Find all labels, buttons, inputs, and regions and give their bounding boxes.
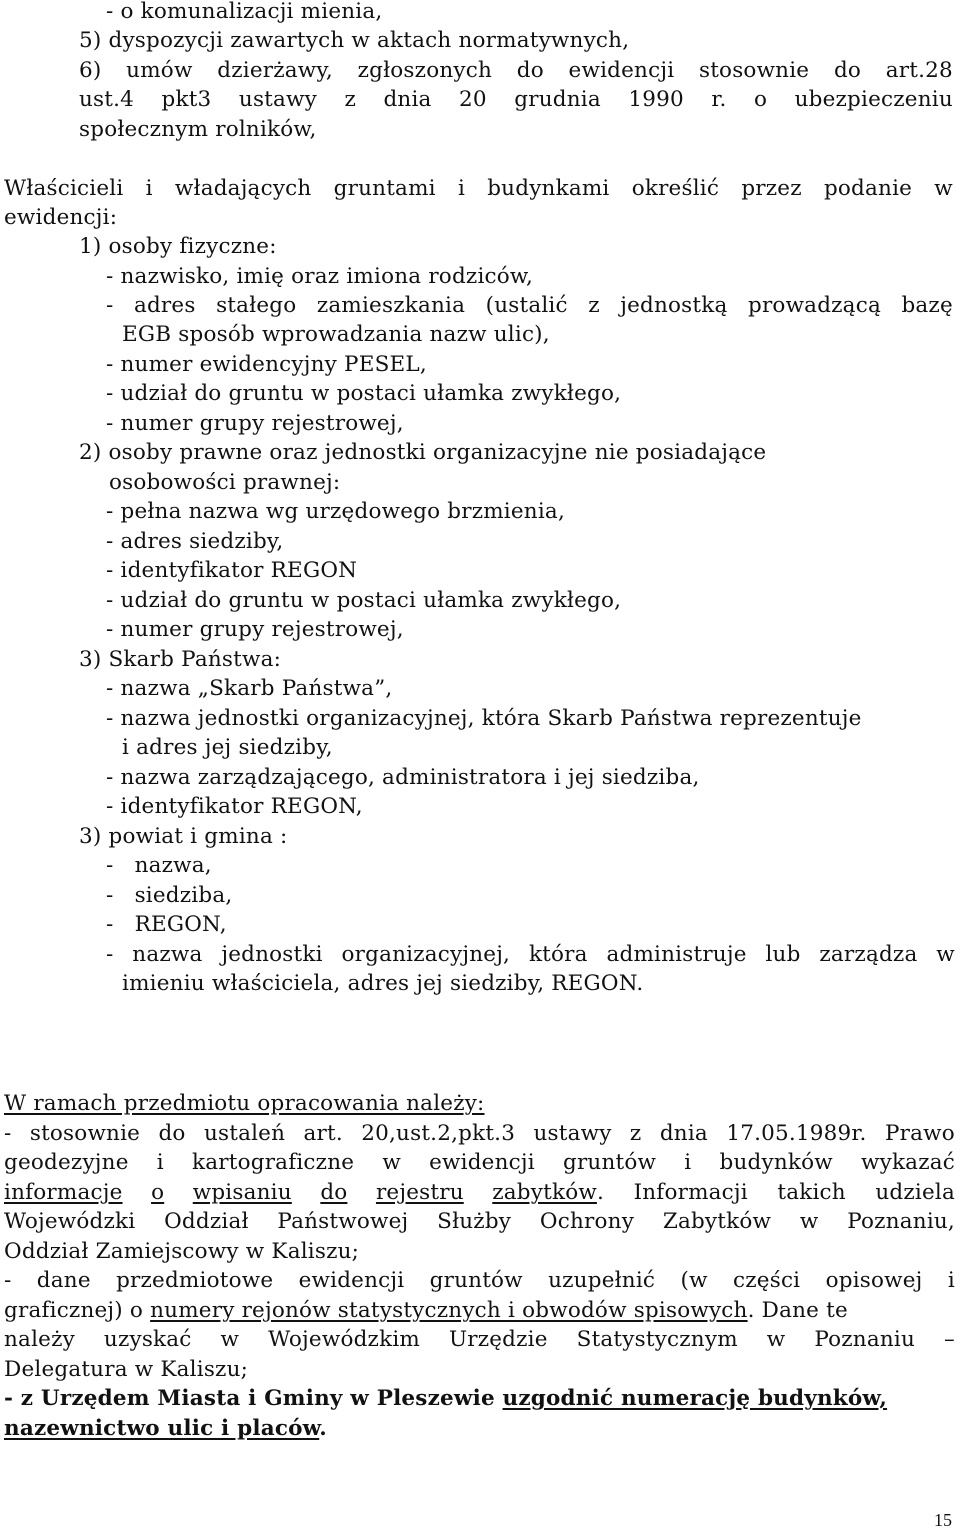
word: uzyskać: [103, 1327, 192, 1352]
word: pkt3: [161, 87, 212, 112]
word: przedmiotowe: [116, 1268, 274, 1293]
owners-line: EGB sposób wprowadzania nazw ulic),: [122, 322, 550, 347]
owners-line: - udział do gruntu w postaci ułamka zwykłego,: [106, 381, 622, 406]
word: do: [320, 1180, 348, 1205]
list-item-5: 5) dyspozycji zawartych w aktach normatywnych,: [79, 28, 630, 53]
word: uzupełnić: [548, 1268, 656, 1293]
word: r.: [711, 87, 727, 112]
word: stosownie: [698, 58, 810, 83]
word: 20,ust.2,pkt.3: [361, 1121, 516, 1146]
word: (w: [680, 1268, 708, 1293]
owners-item-natural-persons: 1) osoby fizyczne:: [79, 234, 277, 259]
word: dane: [36, 1268, 91, 1293]
word: rejestru: [375, 1180, 464, 1205]
word: zgłoszonych: [357, 58, 493, 83]
paragraph-line-rest: [597, 1178, 955, 1208]
word: –: [943, 1327, 955, 1352]
paragraph-line: [4, 1207, 955, 1237]
word: dnia: [383, 87, 432, 112]
word: 1990: [628, 87, 684, 112]
owners-item-legal-persons: 2) osoby prawne oraz jednostki organizacyjne nie posiadające: [79, 440, 767, 465]
word: gruntami: [333, 176, 436, 201]
owners-item-state-treasury: 3) Skarb Państwa:: [79, 647, 282, 672]
paragraph-line-bold: [4, 1414, 327, 1444]
link-zabytki: [4, 1178, 597, 1208]
owners-line: i adres jej siedziby,: [122, 735, 333, 760]
owners-line: imieniu właściciela, adres jej siedziby, REGON.: [122, 971, 644, 996]
text-run: . Dane te: [747, 1298, 848, 1323]
word: zabytków: [492, 1180, 597, 1205]
word: -: [4, 1121, 12, 1146]
paragraph-line: Delegatura w Kaliszu;: [4, 1357, 249, 1382]
text-run: graficznej) o: [4, 1298, 151, 1323]
word: -: [4, 1268, 12, 1293]
owners-line: osobowości prawnej:: [109, 470, 341, 495]
section-heading: W ramach przedmiotu opracowania należy:: [4, 1091, 485, 1116]
word: budynkami: [487, 176, 610, 201]
word: w: [220, 1327, 240, 1352]
word: zarządza: [819, 942, 918, 967]
word: i: [145, 176, 153, 201]
word: z: [344, 87, 356, 112]
word: Służby: [437, 1209, 512, 1234]
word: organizacyjnej,: [341, 942, 511, 967]
word: art.28: [885, 58, 953, 83]
owners-line: - numer ewidencyjny PESEL,: [106, 352, 427, 377]
word: o: [151, 1180, 165, 1205]
word: prowadzącą: [747, 293, 881, 318]
word: Oddział: [164, 1209, 249, 1234]
word: i: [684, 1150, 692, 1175]
word: nazwa: [132, 942, 203, 967]
word: adres: [133, 293, 196, 318]
word: opisowej: [825, 1268, 923, 1293]
paragraph-line: [4, 1178, 955, 1208]
owners-line: - udział do gruntu w postaci ułamka zwykłego,: [106, 588, 622, 613]
word: z: [629, 1121, 642, 1146]
word: podanie: [823, 176, 913, 201]
word: dnia: [659, 1121, 708, 1146]
word: Właścicieli: [4, 176, 124, 201]
word: określić: [631, 176, 720, 201]
word: do: [833, 58, 862, 83]
word: budynków: [719, 1150, 833, 1175]
word: stałego: [216, 293, 297, 318]
word: Informacji: [633, 1180, 748, 1205]
paragraph-line: [4, 1325, 955, 1355]
owners-line: - siedziba,: [106, 883, 233, 908]
word: do: [516, 58, 544, 83]
owners-line: - adres siedziby,: [106, 529, 284, 554]
owners-intro-line1: [4, 174, 953, 204]
owners-line: - identyfikator REGON,: [106, 794, 363, 819]
owners-line: [106, 940, 955, 970]
word: dzierżawy,: [217, 58, 333, 83]
word: grudnia: [514, 87, 601, 112]
word: wykazać: [861, 1150, 955, 1175]
word: -: [106, 293, 114, 318]
paragraph-line: [4, 1266, 955, 1296]
word: ubezpieczeniu: [794, 87, 953, 112]
word: ustawy: [533, 1121, 612, 1146]
word: o: [753, 87, 768, 112]
word: bazę: [901, 293, 953, 318]
owners-line: [106, 291, 953, 321]
word: należy: [4, 1327, 75, 1352]
word: Państwowej: [277, 1209, 409, 1234]
word: części: [733, 1268, 801, 1293]
word: udziela: [875, 1180, 955, 1205]
word: z: [588, 293, 600, 318]
text-run: .: [319, 1416, 327, 1441]
word: ewidencji: [568, 58, 675, 83]
paragraph-line: Oddział Zamiejscowy w Kaliszu;: [4, 1239, 360, 1264]
word: Wojewódzki: [4, 1209, 136, 1234]
word: ewidencji: [429, 1150, 535, 1175]
page-number: 15: [934, 1510, 952, 1530]
word: umów: [126, 58, 193, 83]
owners-line: - REGON,: [106, 912, 227, 937]
word: i: [156, 1150, 164, 1175]
word: i: [457, 176, 466, 201]
word: gruntów: [429, 1268, 523, 1293]
word: lub: [765, 942, 801, 967]
paragraph-line: [4, 1148, 955, 1178]
word: Ochrony: [539, 1209, 635, 1234]
word: 17.05.1989r.: [726, 1121, 867, 1146]
word: geodezyjne: [4, 1150, 129, 1175]
word: w: [934, 176, 953, 201]
word: .: [597, 1180, 605, 1205]
word: w: [936, 942, 955, 967]
underlined-phrase-statistics: numery rejonów statystycznych i obwodów spisowych: [150, 1298, 748, 1323]
word: ustaleń: [203, 1121, 286, 1146]
word: ustawy: [238, 87, 317, 112]
paragraph-line-bold: [4, 1384, 887, 1414]
owners-line: - nazwa „Skarb Państwa”,: [106, 676, 393, 701]
word: Prawo: [884, 1121, 955, 1146]
word: Zabytków: [662, 1209, 772, 1234]
paragraph-line: [4, 1119, 955, 1149]
word: takich: [777, 1180, 846, 1205]
owners-line: - nazwa jednostki organizacyjnej, która Skarb Państwa reprezentuje: [106, 706, 862, 731]
word: jednostką: [620, 293, 728, 318]
list-item-6-line3: społecznym rolników,: [79, 117, 317, 142]
owners-line: - nazwa,: [106, 853, 212, 878]
underlined-phrase-street-names: nazewnictwo ulic i placów: [4, 1416, 320, 1441]
paragraph-line: [4, 1296, 955, 1326]
owners-item-county-commune: 3) powiat i gmina :: [79, 824, 288, 849]
owners-line: - identyfikator REGON: [106, 558, 358, 583]
word: Urzędzie: [448, 1327, 548, 1352]
owners-line: - numer grupy rejestrowej,: [106, 617, 404, 642]
word: przez: [741, 176, 802, 201]
word: władających: [174, 176, 312, 201]
word: Poznaniu,: [847, 1209, 955, 1234]
word: informacje: [4, 1180, 123, 1205]
word: jednostki: [221, 942, 323, 967]
underlined-phrase-numbering: uzgodnić numerację budynków,: [502, 1386, 888, 1411]
word: ewidencji: [298, 1268, 405, 1293]
word: ust.4: [79, 87, 135, 112]
word: w: [799, 1209, 819, 1234]
owners-line: - nazwa zarządzającego, administratora i jej siedziba,: [106, 765, 700, 790]
word: Wojewódzkim: [268, 1327, 420, 1352]
word: stosownie: [29, 1121, 141, 1146]
word: zamieszkania: [316, 293, 466, 318]
word: w: [382, 1150, 401, 1175]
word: kartograficzne: [192, 1150, 355, 1175]
text-run: - z Urzędem Miasta i Gminy w Pleszewie: [4, 1386, 503, 1411]
word: -: [106, 942, 114, 967]
word: w: [766, 1327, 786, 1352]
word: która: [528, 942, 588, 967]
list-item-komunalizacja: - o komunalizacji mienia,: [106, 0, 383, 24]
owners-intro-line2: ewidencji:: [4, 205, 118, 230]
word: do: [158, 1121, 186, 1146]
word: art.: [303, 1121, 343, 1146]
word: Poznaniu: [814, 1327, 916, 1352]
word: Statystycznym: [576, 1327, 738, 1352]
list-item-6-line2: [79, 85, 953, 115]
word: gruntów: [562, 1150, 657, 1175]
word: i: [947, 1268, 955, 1293]
owners-line: - numer grupy rejestrowej,: [106, 411, 404, 436]
list-item-6-line1: [79, 56, 953, 86]
word: 20: [459, 87, 487, 112]
owners-line: - nazwisko, imię oraz imiona rodziców,: [106, 264, 533, 289]
word: 6): [79, 58, 102, 83]
owners-line: - pełna nazwa wg urzędowego brzmienia,: [106, 499, 565, 524]
word: wpisaniu: [192, 1180, 292, 1205]
word: (ustalić: [485, 293, 568, 318]
word: administruje: [606, 942, 747, 967]
